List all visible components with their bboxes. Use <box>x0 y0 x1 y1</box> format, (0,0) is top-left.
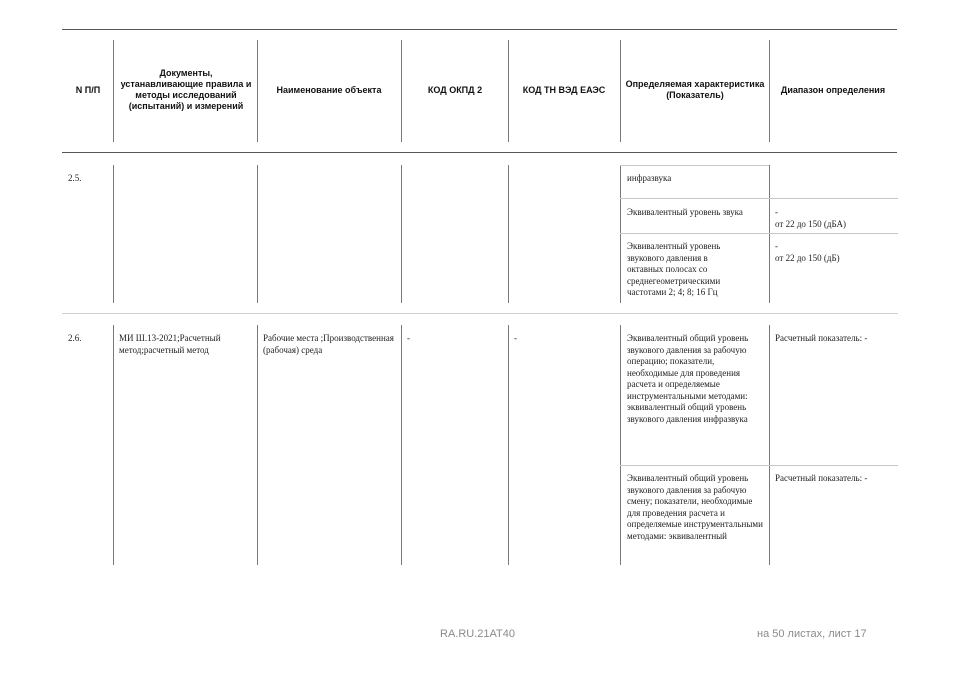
row-divider <box>620 165 621 303</box>
row-divider <box>113 325 114 565</box>
header-col-okpd: КОД ОКПД 2 <box>427 84 483 95</box>
header-divider <box>620 40 621 142</box>
range-text: Расчетный показатель: - <box>775 333 868 343</box>
header-divider <box>769 40 770 142</box>
header-top-line <box>62 29 897 30</box>
row-divider <box>769 165 770 303</box>
row-divider <box>113 165 114 303</box>
row-divider <box>508 165 509 303</box>
header-divider <box>257 40 258 142</box>
cell-border <box>620 165 769 166</box>
row-divider <box>620 325 621 565</box>
characteristic-text: инфразвука <box>627 173 672 183</box>
header-bottom-line <box>62 152 897 153</box>
header-divider <box>113 40 114 142</box>
characteristic-text: Эквивалентный уровень звукового давления в октавных полосах со среднегеометрическими частотами 2; 4; 8; 16 Гц <box>627 241 721 297</box>
row-divider <box>769 325 770 565</box>
range-text: - от 22 до 150 (дБА) <box>775 207 847 229</box>
row-separator <box>62 313 898 314</box>
row-number: 2.5. <box>68 173 82 183</box>
header-col-tnved: КОД ТН ВЭД ЕАЭС <box>522 84 606 95</box>
page-info: на 50 листах, лист 17 <box>757 628 867 640</box>
cell-border <box>620 198 898 199</box>
row-divider <box>257 325 258 565</box>
header-divider <box>401 40 402 142</box>
okpd-code: - <box>407 333 410 343</box>
header-col-range: Диапазон определения <box>780 84 886 95</box>
header-col-docs: Документы, устанавливающие правила и методы исследований (испытаний) и измерений <box>120 68 252 111</box>
cell-border <box>620 233 898 234</box>
header-col-object: Наименование объекта <box>276 84 382 95</box>
characteristic-text: Эквивалентный уровень звука <box>627 207 743 217</box>
cell-border <box>620 465 898 466</box>
header-divider <box>508 40 509 142</box>
row-divider <box>257 165 258 303</box>
documents-text: МИ Ш.13-2021;Расчетный метод;расчетный метод <box>119 333 221 355</box>
header-col-num: N П/П <box>75 84 101 95</box>
document-id: RA.RU.21АТ40 <box>440 628 515 640</box>
row-number: 2.6. <box>68 333 82 343</box>
row-divider <box>508 325 509 565</box>
tnved-code: - <box>514 333 517 343</box>
object-text: Рабочие места ;Производственная (рабочая) среда <box>263 333 394 355</box>
row-divider <box>401 165 402 303</box>
characteristic-text: Эквивалентный общий уровень звукового давления за рабочую смену; показатели, необходимые для проведения расчета и определяемые инструментальными методами: эквивалентный <box>627 473 763 541</box>
range-text: - от 22 до 150 (дБ) <box>775 241 840 263</box>
header-col-characteristic: Определяемая характеристика (Показатель) <box>625 79 765 100</box>
range-text: Расчетный показатель: - <box>775 473 868 483</box>
characteristic-text: Эквивалентный общий уровень звукового давления за рабочую операцию; показатели, необходимые для проведения расчета и определяемые инструментальными методами: эквивалентный общий уровень звукового давления инфразвука <box>627 333 749 424</box>
row-divider <box>401 325 402 565</box>
